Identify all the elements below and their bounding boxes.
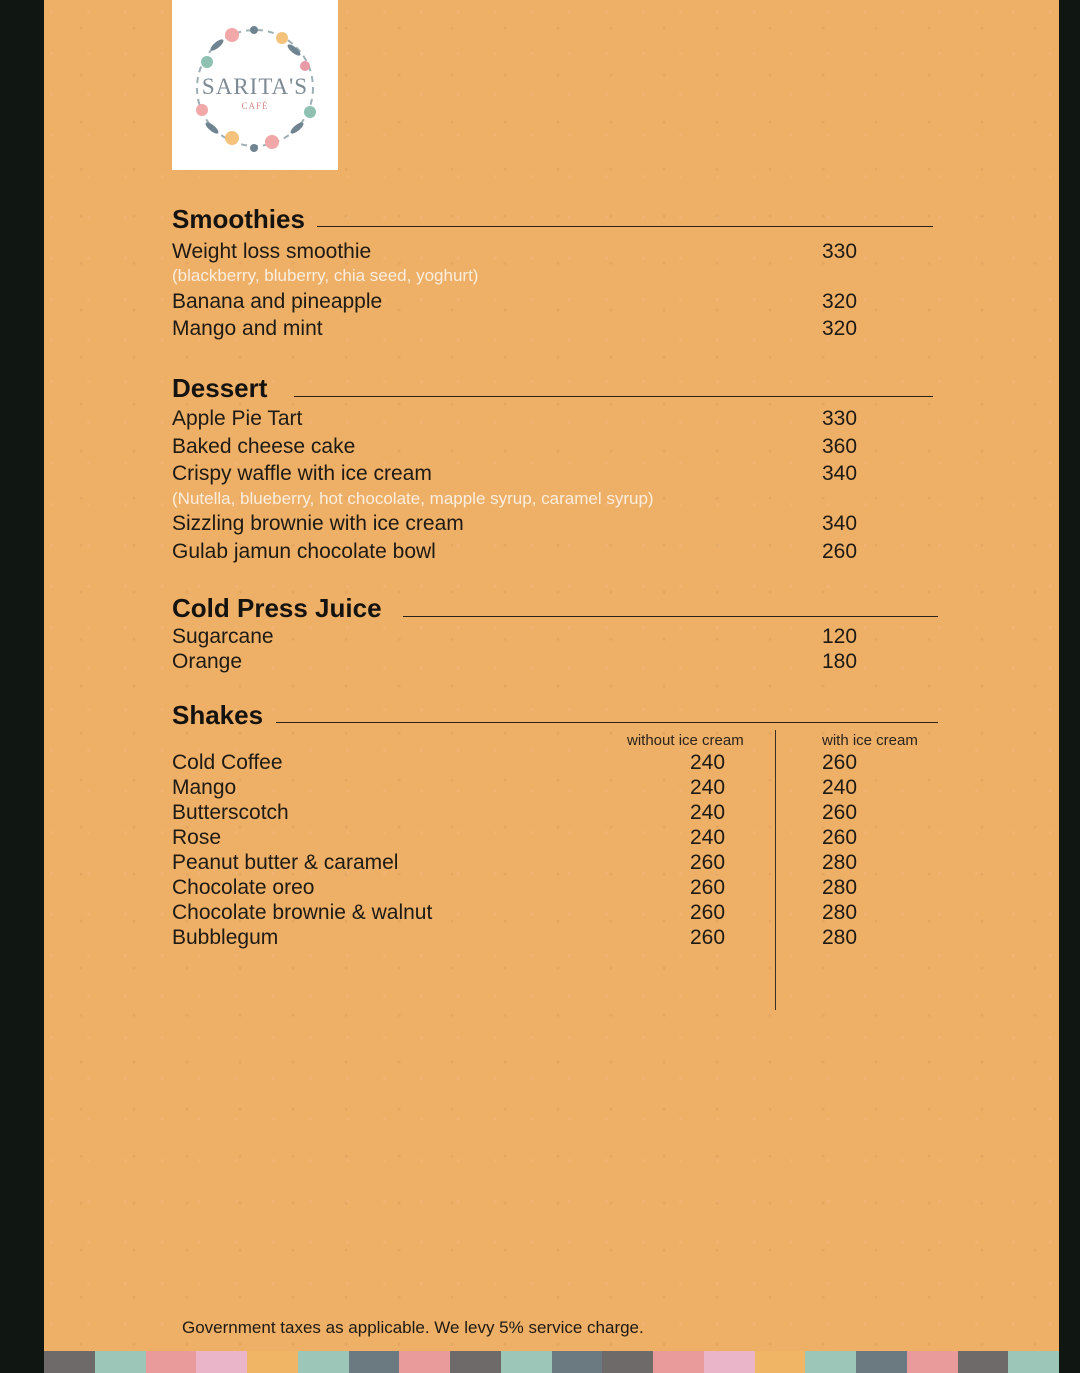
footer-note: Government taxes as applicable. We levy 5% service charge.: [182, 1318, 644, 1337]
menu-item-price: 330: [822, 407, 858, 430]
shake-price-without: 240: [690, 801, 726, 824]
shake-price-with: 280: [822, 876, 858, 899]
shake-price-without: 260: [690, 901, 726, 924]
menu-item-name: Baked cheese cake: [172, 435, 356, 458]
menu-item-name: Crispy waffle with ice cream: [172, 462, 432, 485]
shake-price-with: 260: [822, 751, 858, 774]
logo-subtitle: CAFÉ: [241, 101, 269, 111]
column-header-with-ice-cream: with ice cream: [822, 732, 918, 749]
color-strip-block: [805, 1351, 856, 1373]
shake-price-with: 240: [822, 776, 858, 799]
menu-item-description: (Nutella, blueberry, hot chocolate, mapple syrup, caramel syrup): [172, 489, 654, 508]
shake-price-without: 240: [690, 826, 726, 849]
section-rule: [317, 226, 933, 227]
shake-name: Rose: [172, 826, 222, 849]
color-strip-block: [958, 1351, 1009, 1373]
color-strip-block: [146, 1351, 197, 1373]
shake-price-without: 240: [690, 776, 726, 799]
shake-price-with: 280: [822, 926, 858, 949]
menu-item-price: 340: [822, 462, 858, 485]
color-strip-block: [196, 1351, 247, 1373]
shake-price-without: 260: [690, 876, 726, 899]
color-strip-block: [653, 1351, 704, 1373]
shake-name: Chocolate oreo: [172, 876, 315, 899]
section-title-juice: Cold Press Juice: [172, 593, 382, 623]
color-strip-block: [602, 1351, 653, 1373]
color-strip-block: [856, 1351, 907, 1373]
shake-price-with: 260: [822, 801, 858, 824]
shake-price-without: 240: [690, 751, 726, 774]
menu-item-name: Banana and pineapple: [172, 290, 383, 313]
section-title-shakes: Shakes: [172, 700, 264, 730]
menu-item-name: Weight loss smoothie: [172, 240, 372, 263]
column-divider: [775, 730, 776, 1010]
menu-item-name: Mango and mint: [172, 317, 323, 340]
cafe-logo: [172, 0, 338, 170]
color-strip-block: [95, 1351, 146, 1373]
color-strip-block: [349, 1351, 400, 1373]
shake-price-without: 260: [690, 926, 726, 949]
color-strip-block: [552, 1351, 603, 1373]
menu-item-name: Sugarcane: [172, 625, 274, 648]
menu-item-price: 340: [822, 512, 858, 535]
color-strip-block: [247, 1351, 298, 1373]
menu-item-price: 360: [822, 435, 858, 458]
shake-name: Mango: [172, 776, 237, 799]
section-title-dessert: Dessert: [172, 373, 268, 403]
section-title-smoothies: Smoothies: [172, 204, 305, 234]
menu-item-name: Orange: [172, 650, 243, 673]
color-strip-block: [907, 1351, 958, 1373]
color-strip-block: [1008, 1351, 1059, 1373]
menu-item-price: 320: [822, 317, 858, 340]
color-strip-block: [501, 1351, 552, 1373]
decorative-color-strip: [44, 1351, 1059, 1373]
color-strip-block: [704, 1351, 755, 1373]
section-rule: [294, 396, 933, 397]
color-strip-block: [399, 1351, 450, 1373]
shake-price-without: 260: [690, 851, 726, 874]
menu-item-name: Sizzling brownie with ice cream: [172, 512, 464, 535]
menu-item-price: 260: [822, 540, 858, 563]
shake-name: Cold Coffee: [172, 751, 283, 774]
shake-price-with: 280: [822, 851, 858, 874]
menu-item-price: 120: [822, 625, 858, 648]
shake-name: Bubblegum: [172, 926, 279, 949]
section-rule: [276, 722, 938, 723]
shake-price-with: 280: [822, 901, 858, 924]
logo-name: SARITA'S: [201, 74, 309, 99]
shake-name: Peanut butter & caramel: [172, 851, 399, 874]
color-strip-block: [298, 1351, 349, 1373]
menu-item-description: (blackberry, bluberry, chia seed, yoghurt): [172, 266, 479, 285]
menu-item-name: Apple Pie Tart: [172, 407, 303, 430]
color-strip-block: [755, 1351, 806, 1373]
column-header-without-ice-cream: without ice cream: [627, 732, 744, 749]
color-strip-block: [450, 1351, 501, 1373]
shake-price-with: 260: [822, 826, 858, 849]
shake-name: Chocolate brownie & walnut: [172, 901, 433, 924]
menu-item-price: 330: [822, 240, 858, 263]
menu-item-price: 180: [822, 650, 858, 673]
menu-item-price: 320: [822, 290, 858, 313]
section-rule: [403, 616, 938, 617]
color-strip-block: [44, 1351, 95, 1373]
shake-name: Butterscotch: [172, 801, 289, 824]
menu-item-name: Gulab jamun chocolate bowl: [172, 540, 436, 563]
